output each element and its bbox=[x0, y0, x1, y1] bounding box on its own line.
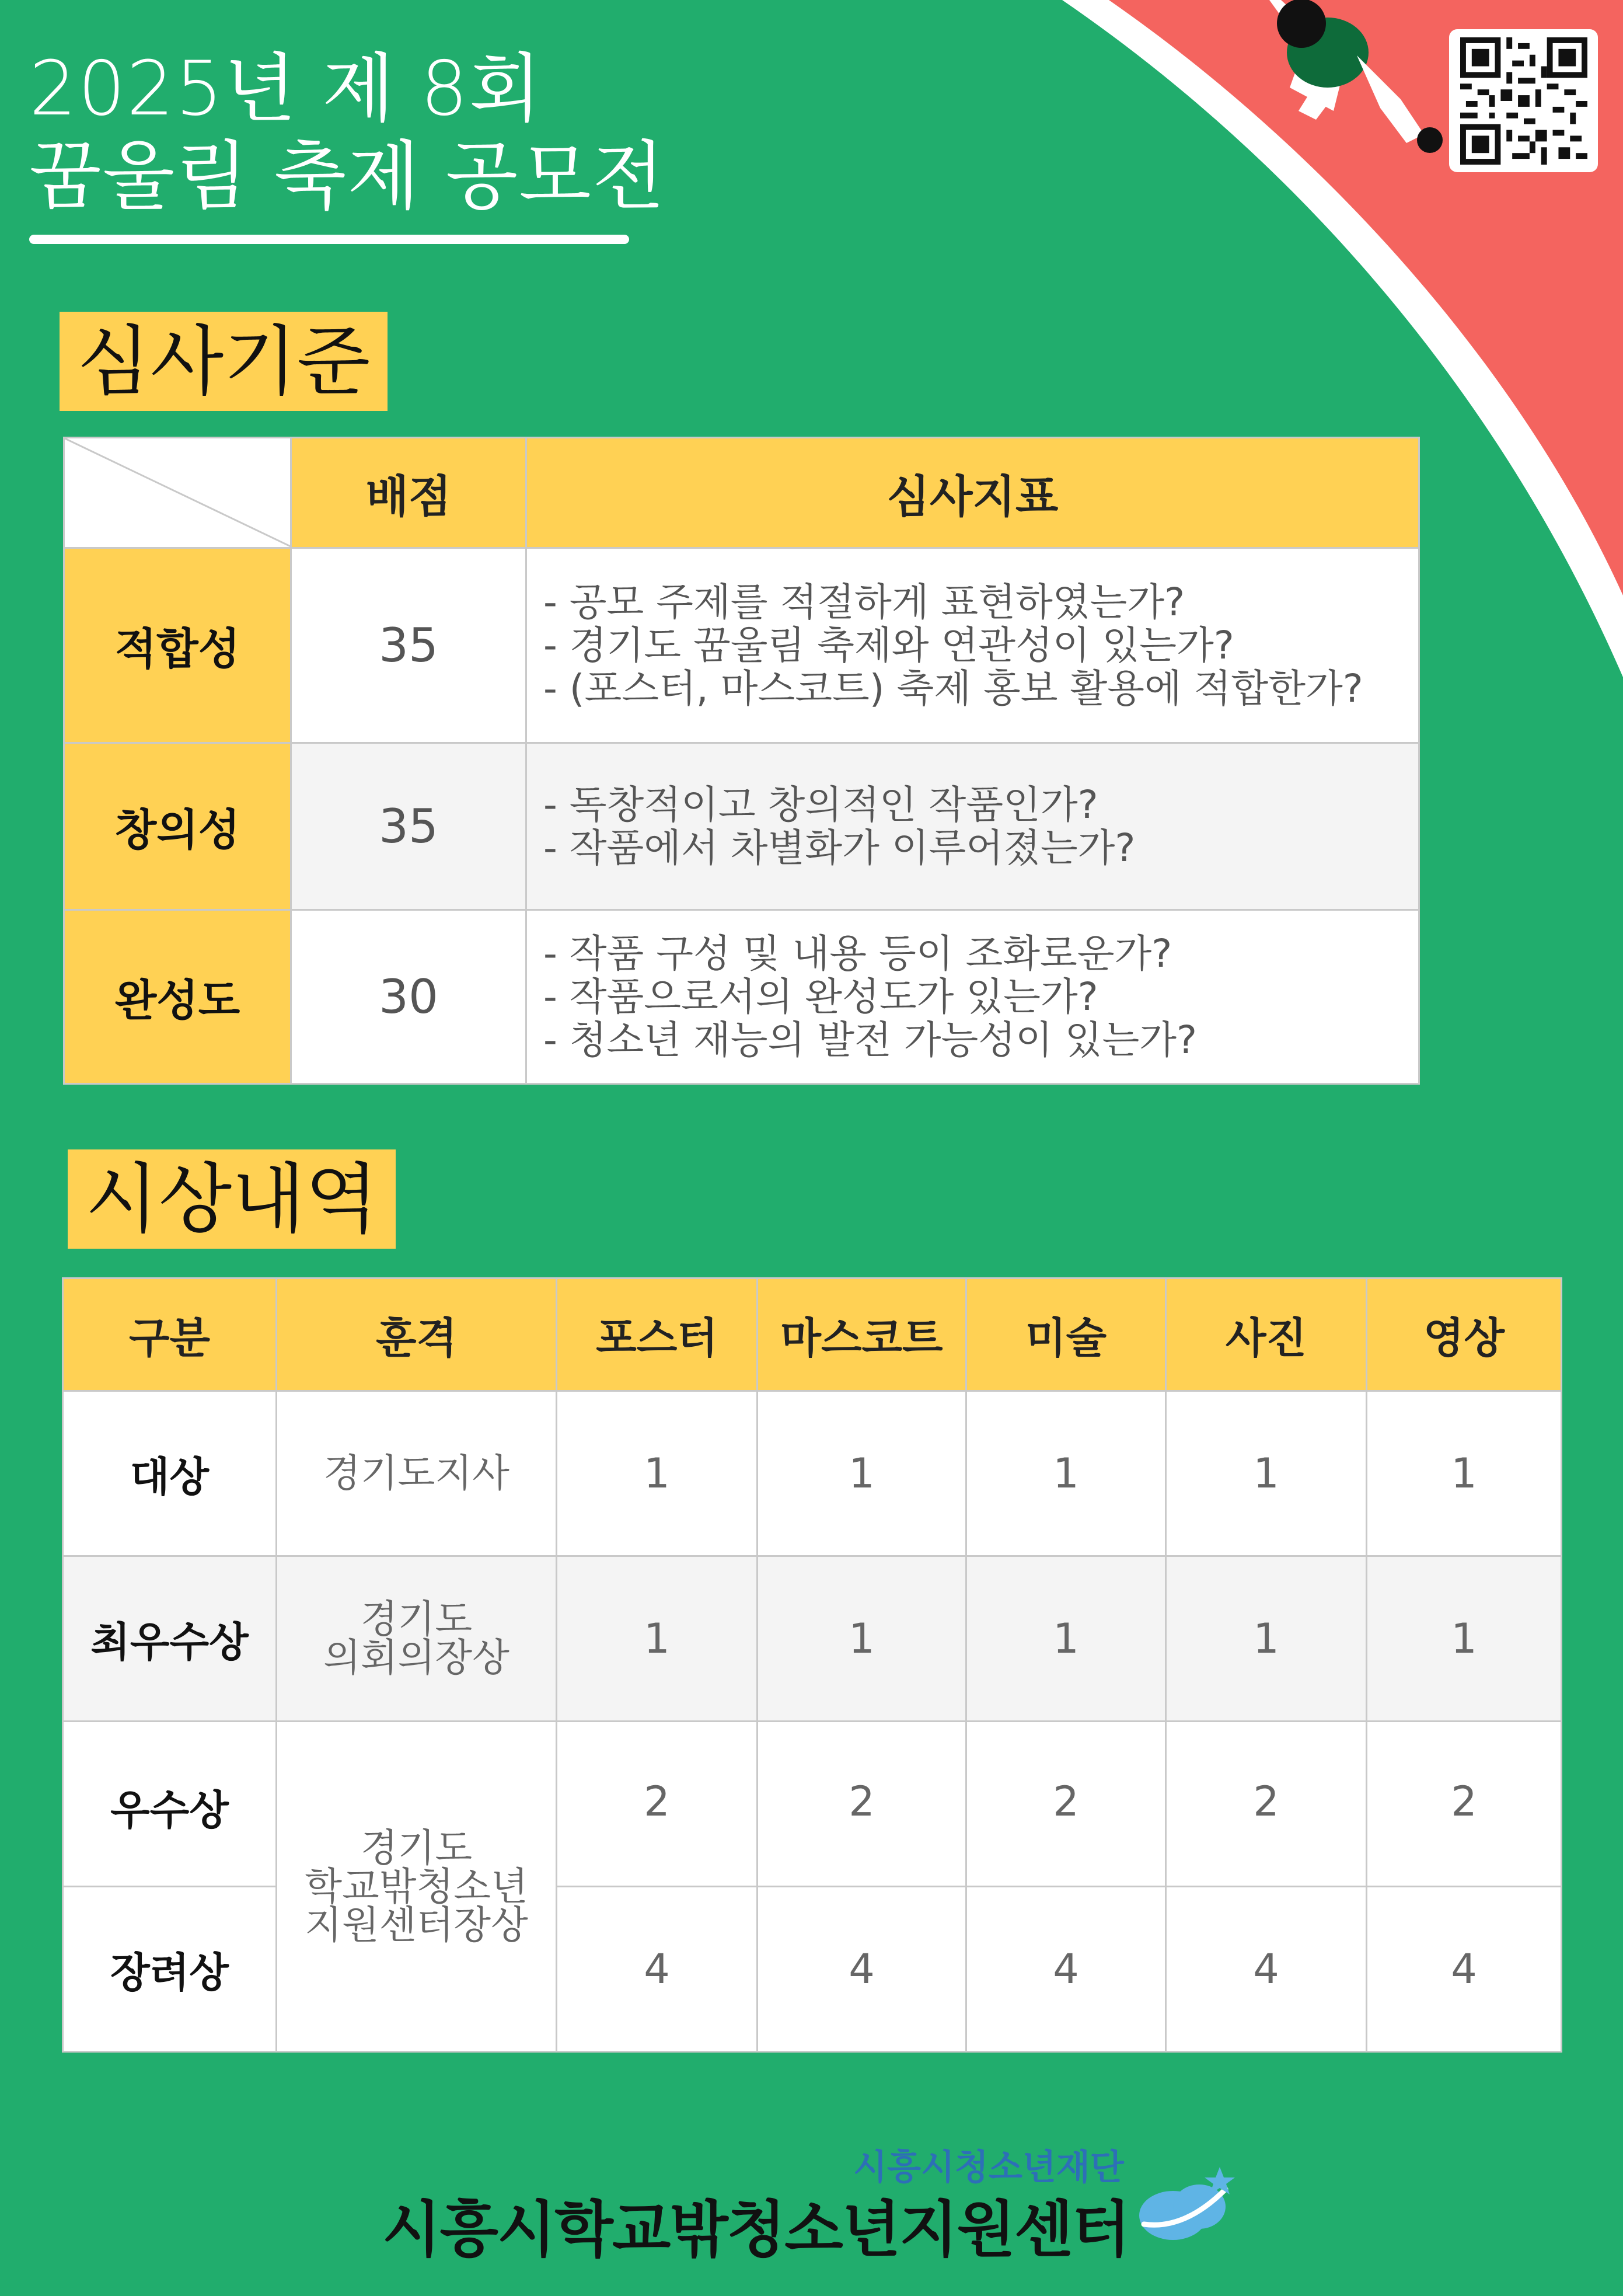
criteria-section-title: 심사기준 bbox=[60, 312, 388, 411]
award-count: 4 bbox=[1367, 1887, 1562, 2052]
award-count: 1 bbox=[1367, 1391, 1562, 1556]
award-honor-line: 지원센터장상 bbox=[305, 1902, 528, 1947]
awards-col-honor: 훈격 bbox=[277, 1278, 557, 1391]
criteria-col-score: 배점 bbox=[291, 438, 526, 548]
criteria-indicator-item: - 공모 주제를 적절하게 표현하였는가? bbox=[543, 579, 1185, 625]
award-count: 4 bbox=[966, 1887, 1166, 2052]
criteria-row bbox=[64, 743, 1419, 910]
award-count: 1 bbox=[1166, 1556, 1367, 1722]
criteria-indicators bbox=[526, 910, 1419, 1084]
awards-row bbox=[63, 1722, 1562, 1887]
award-name: 대상 bbox=[63, 1391, 277, 1556]
criteria-indicator-item: - 경기도 꿈울림 축제와 연관성이 있는가? bbox=[543, 622, 1234, 668]
qr-code-pattern bbox=[1460, 37, 1588, 165]
award-honor-line: 경기도 bbox=[360, 1597, 473, 1642]
criteria-indicators bbox=[526, 548, 1419, 743]
criteria-indicator-item: - 청소년 재능의 발전 가능성이 있는가? bbox=[543, 1017, 1198, 1062]
footer-center-name: 시흥시학교밖청소년지원센터 bbox=[382, 2194, 1130, 2265]
award-count: 1 bbox=[557, 1556, 758, 1722]
awards-row bbox=[63, 1556, 1562, 1722]
diagonal-divider bbox=[65, 438, 292, 547]
criteria-name: 완성도 bbox=[64, 910, 291, 1084]
criteria-indicator-item: - 작품에서 차별화가 이루어졌는가? bbox=[543, 825, 1136, 870]
award-count: 2 bbox=[966, 1722, 1166, 1887]
award-name: 최우수상 bbox=[63, 1556, 277, 1722]
awards-section-title: 시상내역 bbox=[68, 1149, 396, 1249]
award-name: 장려상 bbox=[63, 1887, 277, 2052]
award-count: 2 bbox=[1166, 1722, 1367, 1887]
award-count: 1 bbox=[557, 1391, 758, 1556]
poster-title-line2: 꿈울림 축제 공모전 bbox=[29, 133, 666, 220]
award-honor bbox=[277, 1391, 557, 1556]
award-count: 4 bbox=[557, 1887, 758, 2052]
criteria-score: 35 bbox=[291, 743, 526, 910]
criteria-header-row bbox=[64, 438, 1419, 548]
awards-row bbox=[63, 1391, 1562, 1556]
awards-col-poster: 포스터 bbox=[557, 1278, 758, 1391]
awards-col-mascot: 마스코트 bbox=[758, 1278, 966, 1391]
award-honor-line: 경기도 bbox=[360, 1825, 473, 1870]
qr-code-icon[interactable] bbox=[1449, 29, 1598, 172]
criteria-indicators bbox=[526, 743, 1419, 910]
award-count: 1 bbox=[758, 1556, 966, 1722]
awards-col-category: 구분 bbox=[63, 1278, 277, 1391]
poster-title bbox=[29, 46, 666, 221]
criteria-row bbox=[64, 910, 1419, 1084]
award-honor-line: 의회의장상 bbox=[323, 1635, 509, 1680]
award-count: 1 bbox=[966, 1391, 1166, 1556]
awards-table bbox=[62, 1277, 1562, 2053]
award-honor bbox=[277, 1722, 557, 2052]
award-honor-line: 학교밖청소년 bbox=[305, 1863, 528, 1909]
awards-col-video: 영상 bbox=[1367, 1278, 1562, 1391]
criteria-indicator-item: - 작품 구성 및 내용 등이 조화로운가? bbox=[543, 931, 1172, 976]
criteria-indicator-item: - (포스터, 마스코트) 축제 홍보 활용에 적합한가? bbox=[543, 666, 1363, 711]
criteria-indicator-item: - 작품으로서의 완성도가 있는가? bbox=[543, 974, 1098, 1019]
awards-col-art: 미술 bbox=[966, 1278, 1166, 1391]
criteria-corner-cell bbox=[64, 438, 291, 548]
awards-header-row bbox=[63, 1278, 1562, 1391]
awards-col-photo: 사진 bbox=[1166, 1278, 1367, 1391]
poster-title-line1: 2025년 제 8회 bbox=[29, 46, 543, 133]
award-name: 우수상 bbox=[63, 1722, 277, 1887]
award-count: 1 bbox=[1367, 1556, 1562, 1722]
criteria-table bbox=[63, 437, 1420, 1085]
award-honor bbox=[277, 1556, 557, 1722]
award-honor-line: 경기도지사 bbox=[323, 1451, 509, 1496]
cloud-star-logo-icon bbox=[1132, 2160, 1243, 2248]
award-count: 4 bbox=[1166, 1887, 1367, 2052]
award-count: 4 bbox=[758, 1887, 966, 2052]
award-count: 2 bbox=[557, 1722, 758, 1887]
award-count: 1 bbox=[966, 1556, 1166, 1722]
criteria-score: 30 bbox=[291, 910, 526, 1084]
footer-foundation-name: 시흥시청소년재단 bbox=[853, 2147, 1124, 2188]
title-underline bbox=[29, 235, 629, 244]
criteria-indicator-item: - 독창적이고 창의적인 작품인가? bbox=[543, 782, 1098, 827]
award-count: 1 bbox=[758, 1391, 966, 1556]
award-count: 1 bbox=[1166, 1391, 1367, 1556]
criteria-col-indicator: 심사지표 bbox=[526, 438, 1419, 548]
award-count: 2 bbox=[1367, 1722, 1562, 1887]
award-count: 2 bbox=[758, 1722, 966, 1887]
criteria-score: 35 bbox=[291, 548, 526, 743]
criteria-row bbox=[64, 548, 1419, 743]
criteria-name: 적합성 bbox=[64, 548, 291, 743]
criteria-name: 창의성 bbox=[64, 743, 291, 910]
